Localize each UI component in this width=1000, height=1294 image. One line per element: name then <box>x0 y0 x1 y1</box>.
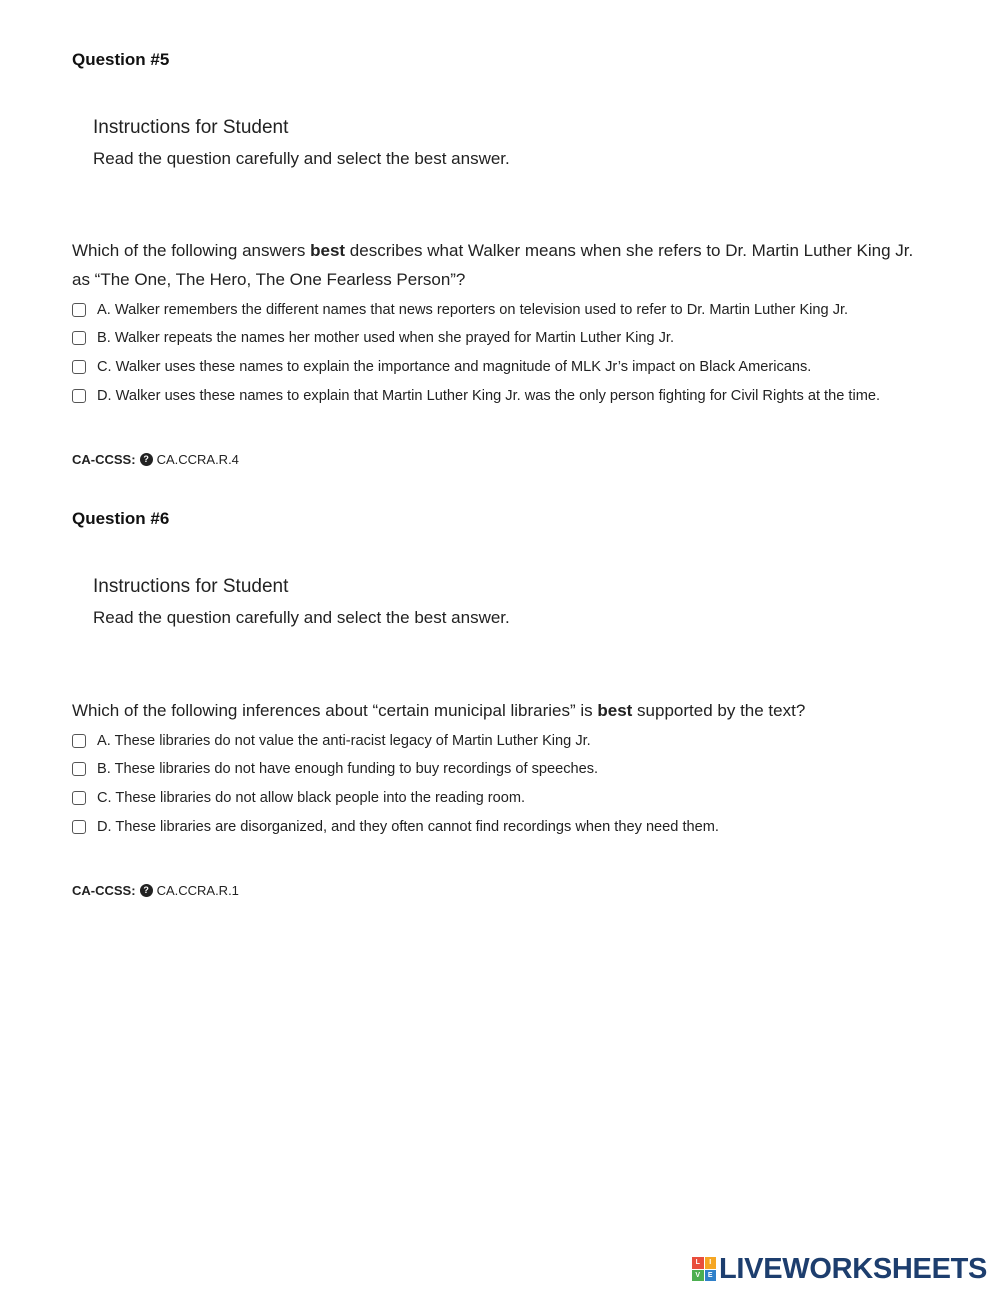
checkbox[interactable] <box>72 331 86 345</box>
question-5-instructions-title: Instructions for Student <box>93 117 289 138</box>
liveworksheets-logo[interactable] <box>692 1253 987 1285</box>
choice-label: A. Walker remembers the different names that news reporters on television used to refer to Dr. Martin Luther King Jr. <box>97 302 849 318</box>
question-6-choice-c[interactable] <box>72 788 525 808</box>
question-5-standard <box>72 452 239 467</box>
choice-label: D. These libraries are disorganized, and they often cannot find recordings when they need them. <box>97 819 719 835</box>
question-5-choice-a[interactable] <box>72 300 848 320</box>
checkbox[interactable] <box>72 762 86 776</box>
choice-label: B. Walker repeats the names her mother used when she prayed for Martin Luther King Jr. <box>97 330 675 346</box>
logo-mark-letter: L <box>692 1257 704 1269</box>
question-5-choice-d[interactable] <box>72 386 880 406</box>
logo-mark-icon <box>692 1257 716 1281</box>
question-6-heading: Question #6 <box>72 509 170 528</box>
question-5-choice-c[interactable] <box>72 357 811 377</box>
choice-label: C. These libraries do not allow black people into the reading room. <box>97 790 526 806</box>
question-5-stem: Which of the following answers best describes what Walker means when she refers to Dr. Martin Luther King Jr. as “The One, The Hero, The One Fearless Person”? <box>72 241 914 289</box>
logo-text: LIVEWORKSHEETS <box>719 1252 988 1285</box>
question-5-choice-b[interactable] <box>72 328 674 348</box>
question-5-instructions-text: Read the question carefully and select the best answer. <box>93 149 510 168</box>
logo-mark-letter: E <box>705 1270 717 1282</box>
question-6-choice-b[interactable] <box>72 759 598 779</box>
choice-label: D. Walker uses these names to explain that Martin Luther King Jr. was the only person fighting for Civil Rights at the time. <box>97 388 881 404</box>
checkbox[interactable] <box>72 389 86 403</box>
question-6-choice-d[interactable] <box>72 817 719 837</box>
logo-mark-letter: I <box>705 1257 717 1269</box>
choice-label: C. Walker uses these names to explain the importance and magnitude of MLK Jr’s impact on Black Americans. <box>97 359 812 375</box>
logo-mark-letter: V <box>692 1270 704 1282</box>
question-6-choice-a[interactable] <box>72 731 591 751</box>
question-6-standard <box>72 883 239 898</box>
checkbox[interactable] <box>72 734 86 748</box>
question-6-instructions-title: Instructions for Student <box>93 576 289 597</box>
question-circle-icon[interactable]: ? <box>140 884 153 897</box>
choice-label: B. These libraries do not have enough funding to buy recordings of speeches. <box>97 761 599 777</box>
checkbox[interactable] <box>72 360 86 374</box>
standard-label: CA-CCSS: <box>72 452 136 467</box>
standard-code: CA.CCRA.R.1 <box>156 883 239 898</box>
question-6-instructions-text: Read the question carefully and select the best answer. <box>93 608 510 627</box>
standard-label: CA-CCSS: <box>72 883 136 898</box>
question-5-heading: Question #5 <box>72 50 170 69</box>
checkbox[interactable] <box>72 820 86 834</box>
question-6-stem: Which of the following inferences about “certain municipal libraries” is best supported by the text? <box>72 701 806 720</box>
standard-code: CA.CCRA.R.4 <box>156 452 239 467</box>
question-circle-icon[interactable]: ? <box>140 453 153 466</box>
choice-label: A. These libraries do not value the anti-racist legacy of Martin Luther King Jr. <box>97 733 591 749</box>
checkbox[interactable] <box>72 791 86 805</box>
checkbox[interactable] <box>72 303 86 317</box>
